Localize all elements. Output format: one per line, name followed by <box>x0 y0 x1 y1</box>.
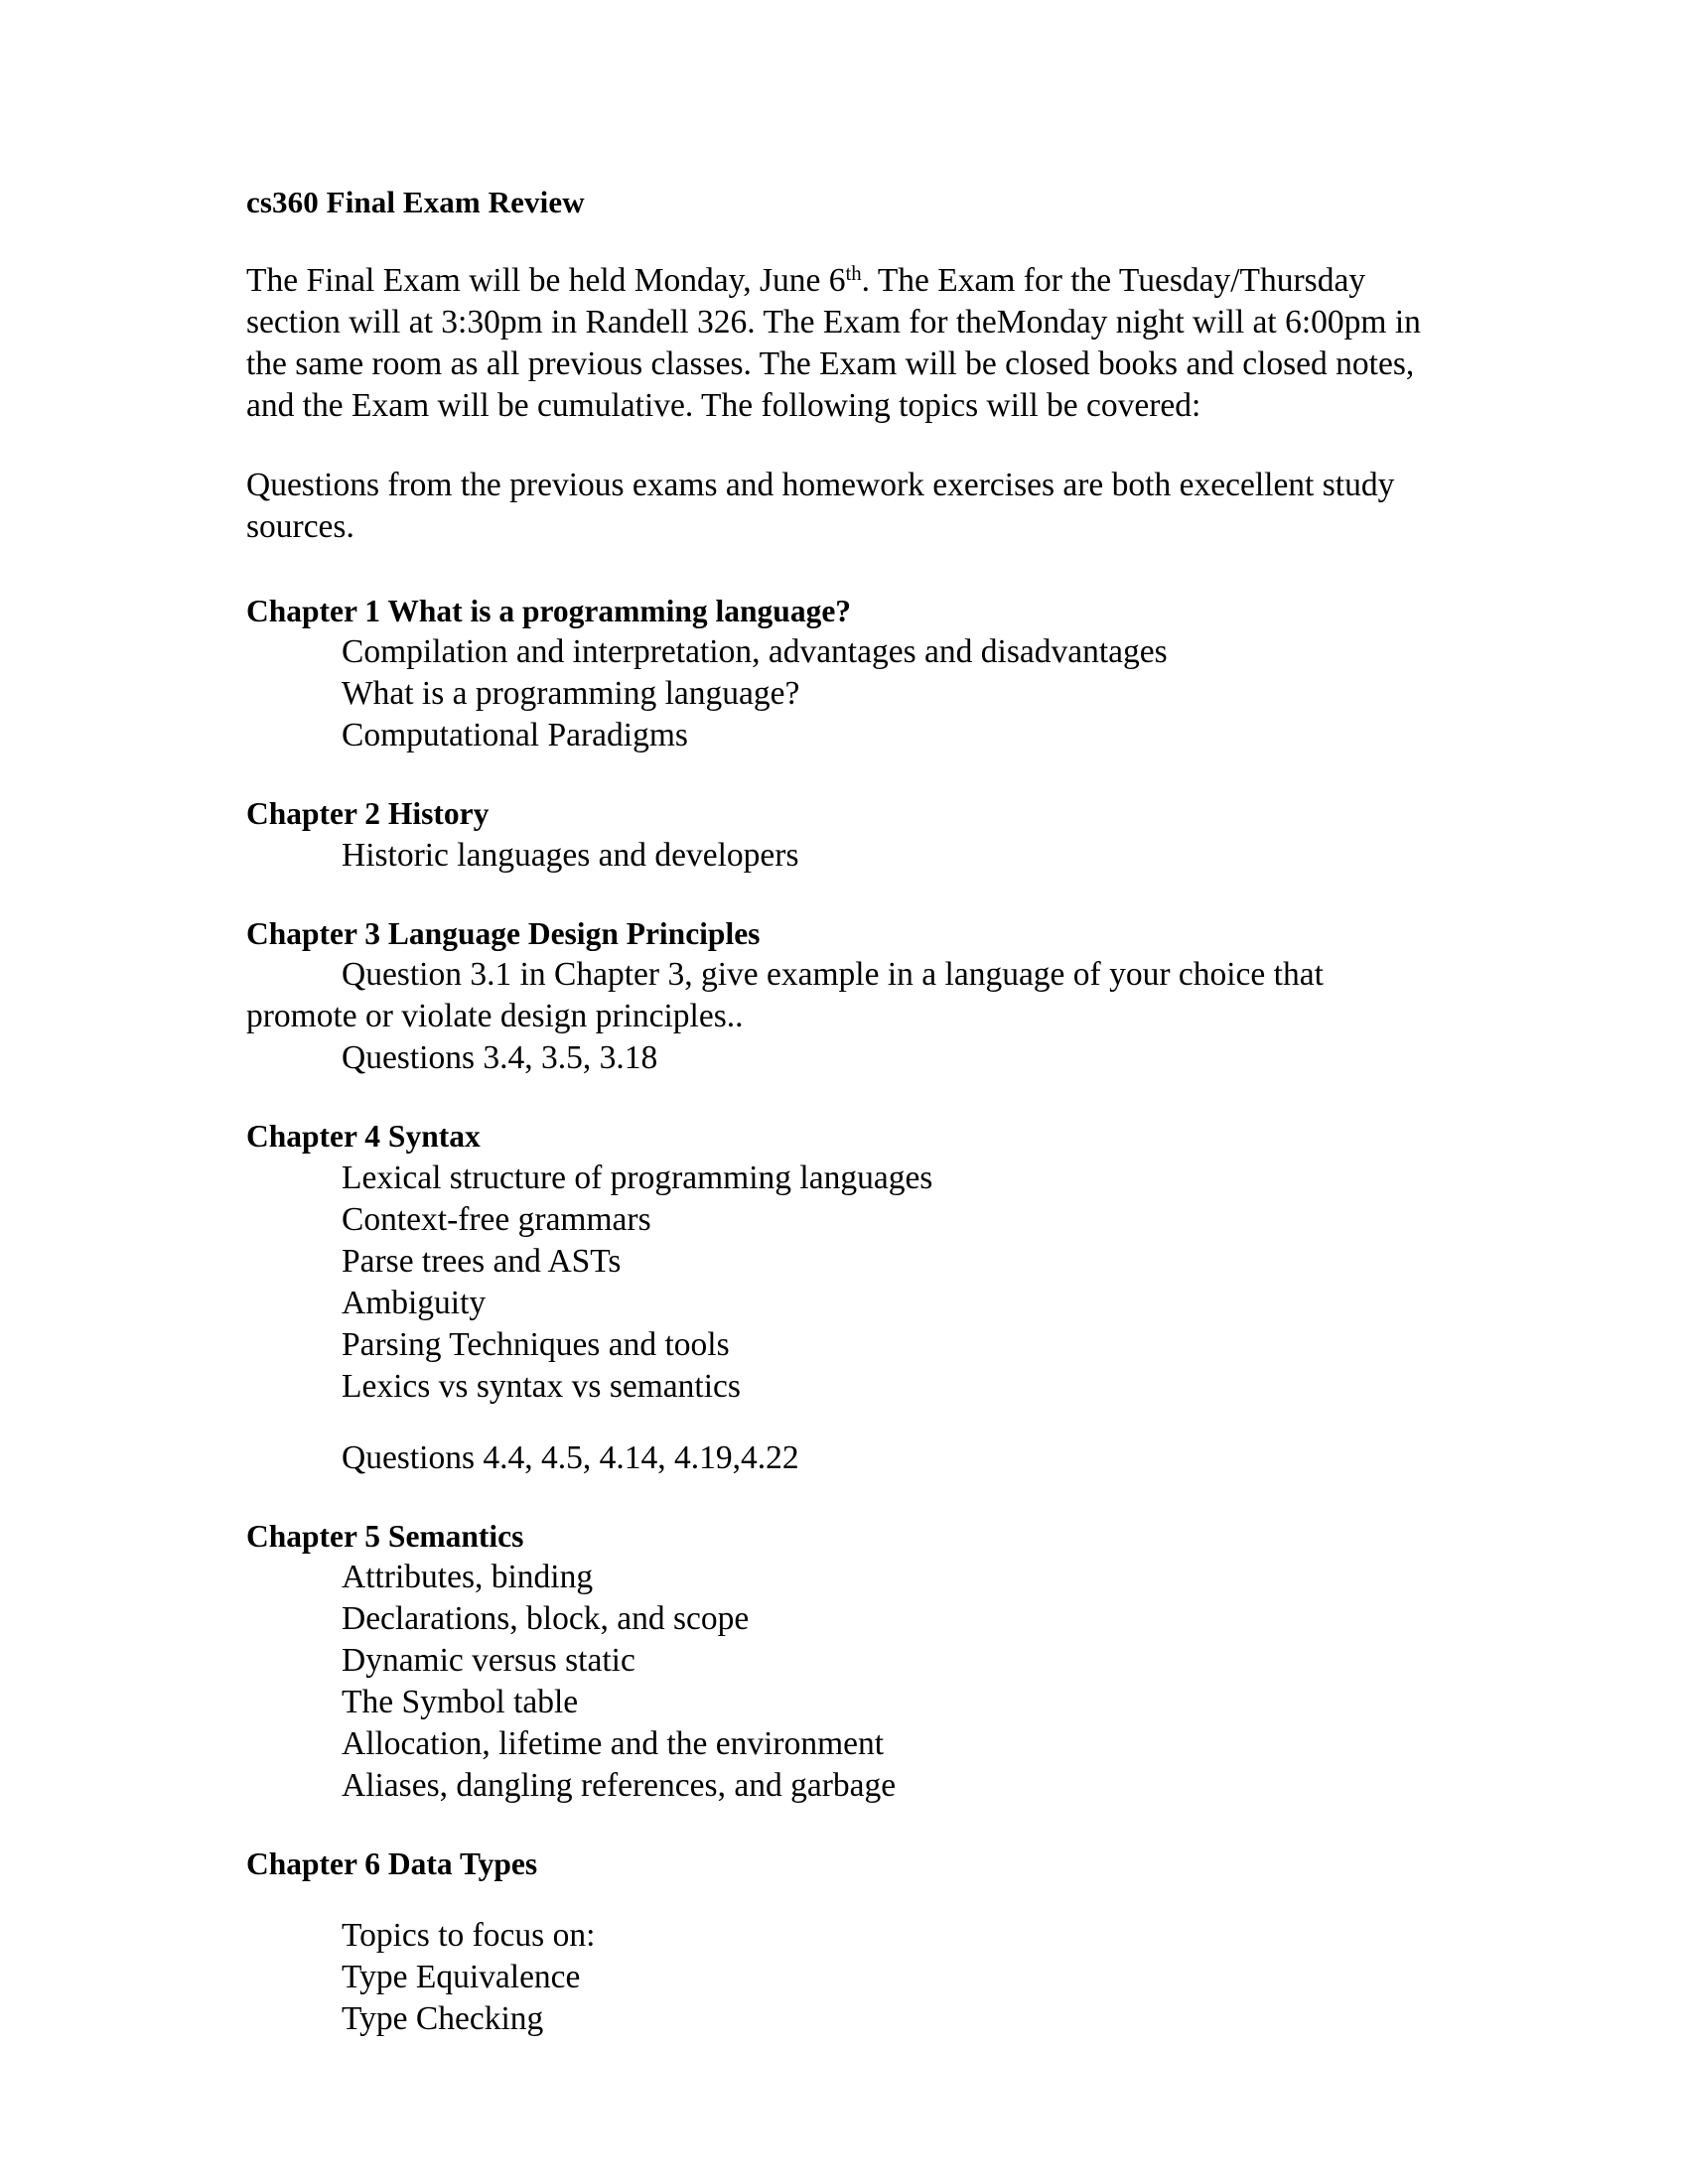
chapter-topic: Topics to focus on: <box>342 1916 596 1954</box>
chapter-heading: Chapter 4 Syntax <box>246 1119 481 1155</box>
spacer <box>246 1807 1428 1844</box>
ordinal-superscript: th <box>845 262 862 286</box>
chapter-heading: Chapter 6 Data Types <box>246 1846 538 1882</box>
chapter-topic: The Symbol table <box>342 1684 579 1721</box>
intro-text-part2: . The Exam for the Tuesday/Thursday section will at 3:30pm in Randell 326. The Exam for theMonday night will at 6:00pm in the same room as all previous classes. The Exam will be closed books and closed notes, and the Exam will be cumulative. The following topics will be covered: <box>246 261 1421 424</box>
chapter-topic: Questions 3.4, 3.5, 3.18 <box>342 1039 658 1077</box>
spacer <box>246 1079 1428 1117</box>
spacer <box>246 1479 1428 1517</box>
intro-text-part1: The Final Exam will be held Monday, June 6 <box>246 261 846 299</box>
chapter-topic: Allocation, lifetime and the environment <box>342 1725 885 1763</box>
chapter-topic: Lexics vs syntax vs semantics <box>342 1367 741 1405</box>
chapter-section <box>246 592 1428 756</box>
chapter-topic: Compilation and interpretation, advantages and disadvantages <box>342 633 1168 671</box>
chapter-heading: Chapter 2 History <box>246 796 490 832</box>
document-body <box>246 184 1428 2040</box>
study-sources-paragraph: Questions from the previous exams and homework exercises are both execellent study sources. <box>246 467 1395 546</box>
chapter-topic: Declarations, block, and scope <box>342 1600 750 1638</box>
chapter-topic: Type Checking <box>342 1999 544 2037</box>
chapter-topic: Computational Paradigms <box>342 717 688 754</box>
chapter-topic: Type Equivalence <box>342 1958 581 1995</box>
chapter-topic: Context-free grammars <box>342 1200 651 1238</box>
chapter-topic: Parse trees and ASTs <box>342 1242 622 1280</box>
spacer <box>246 1885 1428 1915</box>
chapter-questions: Questions 4.4, 4.5, 4.14, 4.19,4.22 <box>342 1438 799 1476</box>
spacer <box>246 222 1428 260</box>
chapter-topic: Historic languages and developers <box>342 836 799 874</box>
chapter-section <box>246 914 1428 1079</box>
chapter-topic: Ambiguity <box>342 1284 487 1321</box>
chapter-topic: Dynamic versus static <box>342 1642 635 1680</box>
chapter-heading: Chapter 1 What is a programming language? <box>246 594 852 629</box>
chapter-topic: What is a programming language? <box>342 675 800 713</box>
chapter-topic: Aliases, dangling references, and garbage <box>342 1767 897 1805</box>
chapter-topic: Parsing Techniques and tools <box>342 1325 730 1363</box>
chapter-section <box>246 1844 1428 2039</box>
spacer <box>246 427 1428 465</box>
chapter-topic: Lexical structure of programming languages <box>342 1159 933 1196</box>
intro-paragraph <box>246 260 1428 427</box>
chapter-topic-text: Question 3.1 in Chapter 3, give example in a language of your choice that promote or violate design principles.. <box>246 956 1324 1035</box>
chapter-section <box>246 1517 1428 1808</box>
spacer <box>246 756 1428 794</box>
chapter-topic: Attributes, binding <box>342 1559 594 1596</box>
chapter-heading: Chapter 5 Semantics <box>246 1518 524 1554</box>
spacer <box>246 877 1428 914</box>
spacer <box>246 548 1428 592</box>
chapter-topic <box>246 954 1428 1037</box>
chapter-heading: Chapter 3 Language Design Principles <box>246 915 761 951</box>
chapter-section <box>246 1117 1428 1479</box>
spacer <box>246 1408 1428 1437</box>
chapter-section <box>246 794 1428 876</box>
page-title: cs360 Final Exam Review <box>246 185 585 219</box>
